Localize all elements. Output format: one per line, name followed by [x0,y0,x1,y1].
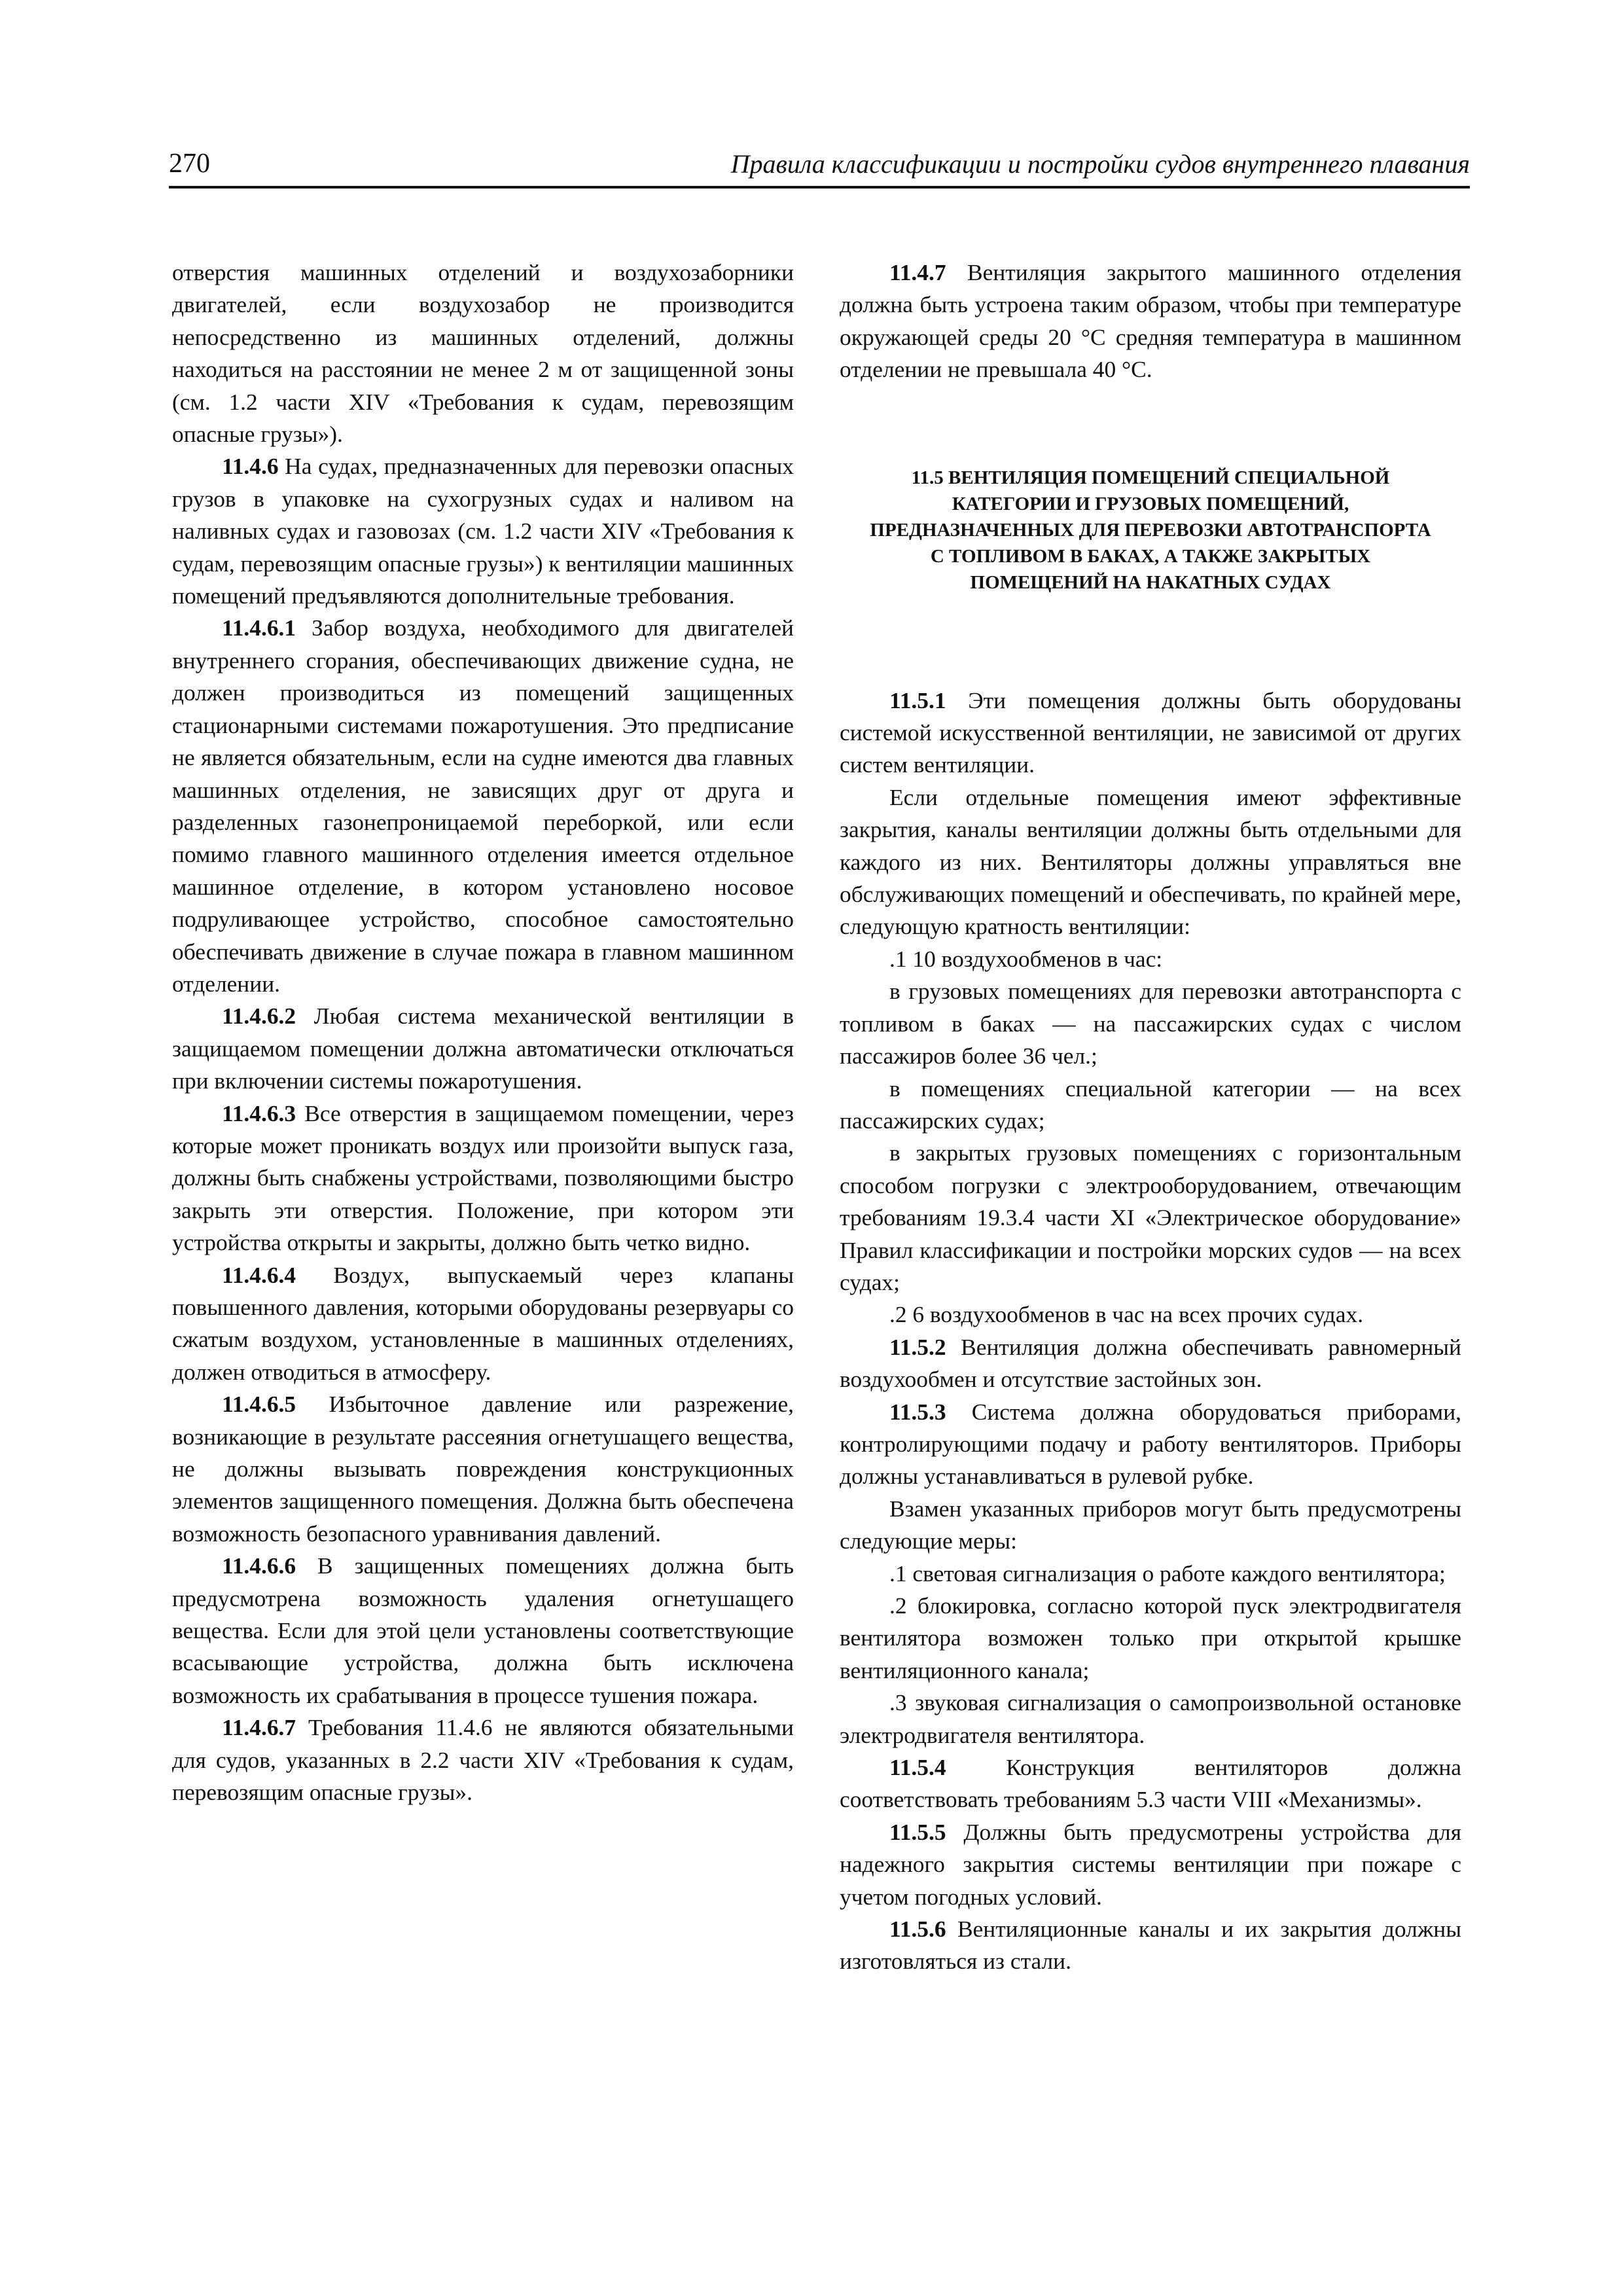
paragraph-text: отверстия машинных отделений и воздухозаборники двигателей, если воздухозабор не производится непосредственно из машинных отделений, должны находиться на расстоянии не менее 2 м от защищенной зоны (см. 1.2 части XIV «Требования к судам, перевозящим опасные грузы»). [172,259,794,448]
paragraph [172,1259,794,1389]
paragraph-text: Вентиляционные каналы и их закрытия должны изготовляться из стали. [840,1916,1461,1975]
left-column [172,257,794,1809]
clause-number: 11.5.4 [889,1754,946,1781]
paragraph [840,781,1461,943]
paragraph [840,1396,1461,1493]
right-column [840,257,1461,1978]
clause-number: 11.5.3 [889,1398,946,1425]
paragraph-text: Любая система механической вентиляции в защищаемом помещении должна автоматически отключаться при включении системы пожаротушения. [172,1003,794,1094]
paragraph [172,612,794,1000]
paragraph [840,1590,1461,1687]
paragraph-text: Воздух, выпускаемый через клапаны повышенного давления, которыми оборудованы резервуары со сжатым воздухом, установленные в машинных отделениях, должен отводиться в атмосферу. [172,1261,794,1385]
paragraph-text: Система должна оборудоваться приборами, контролирующими подачу и работу вентиляторов. Приборы должны устанавливаться в рулевой рубке. [840,1398,1461,1490]
clause-number: 11.4.6.3 [222,1100,296,1126]
paragraph-text: в закрытых грузовых помещениях с горизонтальным способом погрузки с электрооборудованием, отвечающим требованиям 19.3.4 части XI «Электрическое оборудование» Правил классификации и постройки морских судов — на всех судах; [840,1139,1461,1295]
paragraph [840,1687,1461,1751]
clause-number: 11.5.2 [889,1333,946,1360]
section-heading: 11.5 ВЕНТИЛЯЦИЯ ПОМЕЩЕНИЙ СПЕЦИАЛЬНОЙ КАТЕГОРИИ И ГРУЗОВЫХ ПОМЕЩЕНИЙ, ПРЕДНАЗНАЧЕННЫХ ДЛЯ ПЕРЕВОЗКИ АВТОТРАНСПОРТА С ТОПЛИВОМ В БАКАХ, А ТАКЖЕ ЗАКРЫТЫХ ПОМЕЩЕНИЙ НА НАКАТНЫХ СУДАХ [870,467,1431,593]
page-header [169,145,1470,186]
paragraph [840,943,1461,975]
clause-number: 11.5.6 [889,1916,946,1943]
paragraph [840,685,1461,781]
paragraph [840,1816,1461,1913]
paragraph [172,1712,794,1808]
paragraph [172,1000,794,1097]
paragraph [840,975,1461,1072]
clause-number: 11.4.6.5 [222,1391,296,1418]
clause-number: 11.5.1 [889,687,946,713]
paragraph [172,1388,794,1550]
clause-number: 11.4.6.2 [222,1003,296,1030]
clause-number: 11.4.6.7 [222,1714,296,1741]
paragraph-text: В защищенных помещениях должна быть предусмотрена возможность удаления огнетушащего вещества. Если для этой цели установлены соответствующие всасывающие устройства, должна быть исключена возможность их срабатывания в процессе тушения пожара. [172,1552,794,1708]
clause-number: 11.4.6 [222,453,279,480]
clause-number: 11.4.6.4 [222,1261,296,1288]
running-title: Правила классификации и постройки судов внутреннего плавания [730,149,1470,179]
paragraph-text: Должны быть предусмотрены устройства для надежного закрытия системы вентиляции при пожаре с учетом погодных условий. [840,1818,1461,1910]
paragraph-text: .2 блокировка, согласно которой пуск электродвигателя вентилятора возможен только при открытой крышке вентиляционного канала; [840,1592,1461,1683]
paragraph-text: Все отверстия в защищаемом помещении, через которые может проникать воздух или произойти выпуск газа, должны быть снабжены устройствами, позволяющими быстро закрыть эти отверстия. Положение, при котором эти устройства открыты и закрыты, должно быть четко видно. [172,1100,794,1256]
paragraph [840,1137,1461,1299]
paragraph-text: Если отдельные помещения имеют эффективные закрытия, каналы вентиляции должны быть отдельными для каждого из них. Вентиляторы должны управляться вне обслуживающих помещений и обеспечивать, по крайней мере, следующую кратность вентиляции: [840,783,1461,940]
paragraph-text: Избыточное давление или разрежение, возникающие в результате рассеяния огнетушащего вещества, не должны вызывать повреждения конструкционных элементов защищенного помещения. Должна быть обеспечена возможность безопасного уравнивания давлений. [172,1391,794,1547]
paragraph [840,1331,1461,1396]
paragraph [840,1913,1461,1978]
paragraph [840,1493,1461,1558]
paragraph-text: Конструкция вентиляторов должна соответствовать требованиям 5.3 части VIII «Механизмы». [840,1754,1461,1813]
clause-number: 11.5.5 [889,1818,946,1845]
clause-number: 11.4.6.6 [222,1552,296,1579]
paragraph-text: в грузовых помещениях для перевозки автотранспорта с топливом в баках — на пассажирских судах с числом пассажиров более 36 чел.; [840,978,1461,1069]
paragraph-text: .1 10 воздухообменов в час: [889,945,1163,972]
paragraph [840,1558,1461,1590]
paragraph [172,1098,794,1259]
paragraph [172,450,794,612]
paragraph [172,1550,794,1712]
paragraph [172,257,794,450]
paragraph-text: Забор воздуха, необходимого для двигателей внутреннего сгорания, обеспечивающих движение судна, не должен производиться из помещений защищенных стационарными системами пожаротушения. Это предписание не является обязательным, если на судне имеются два главных машинных отделения, не зависящих друг от друга и разделенных газонепроницаемой переборкой, или если помимо главного машинного отделения имеется отдельное машинное отделение, в котором установлено носовое подруливающее устройство, способное самостоятельно обеспечивать движение в случае пожара в главном машинном отделении. [172,615,794,997]
page-number: 270 [169,149,210,179]
paragraph [840,1073,1461,1138]
paragraph-text: .3 звуковая сигнализация о самопроизвольной остановке электродвигателя вентилятора. [840,1689,1461,1748]
clause-number: 11.4.6.1 [222,615,296,641]
header-rule [169,186,1470,188]
paragraph-text: Взамен указанных приборов могут быть предусмотрены следующие меры: [840,1495,1461,1554]
paragraph-text: в помещениях специальной категории — на всех пассажирских судах; [840,1075,1461,1134]
paragraph-text: Вентиляция должна обеспечивать равномерный воздухообмен и отсутствие застойных зон. [840,1333,1461,1393]
paragraph-text: Эти помещения должны быть оборудованы системой искусственной вентиляции, не зависимой от других систем вентиляции. [840,687,1461,778]
paragraph [840,1751,1461,1816]
paragraph-text: На судах, предназначенных для перевозки опасных грузов в упаковке на сухогрузных судах и наливом на наливных судах и газовозах (см. 1.2 части XIV «Требования к судам, перевозящим опасные грузы») к вентиляции машинных помещений предъявляются дополнительные требования. [172,453,794,609]
paragraph-text: .1 световая сигнализация о работе каждого вентилятора; [889,1560,1446,1587]
paragraph-text: .2 6 воздухообменов в час на всех прочих судах. [889,1301,1364,1328]
paragraph-text: Вентиляция закрытого машинного отделения должна быть устроена таким образом, чтобы при температуре окружающей среды 20 °С средняя температура в машинном отделении не превышала 40 °С. [840,259,1461,383]
paragraph-text: Требования 11.4.6 не являются обязательными для судов, указанных в 2.2 части XIV «Требования к судам, перевозящим опасные грузы». [172,1714,794,1806]
clause-number: 11.4.7 [889,259,946,285]
paragraph [840,257,1461,386]
paragraph [840,1299,1461,1331]
